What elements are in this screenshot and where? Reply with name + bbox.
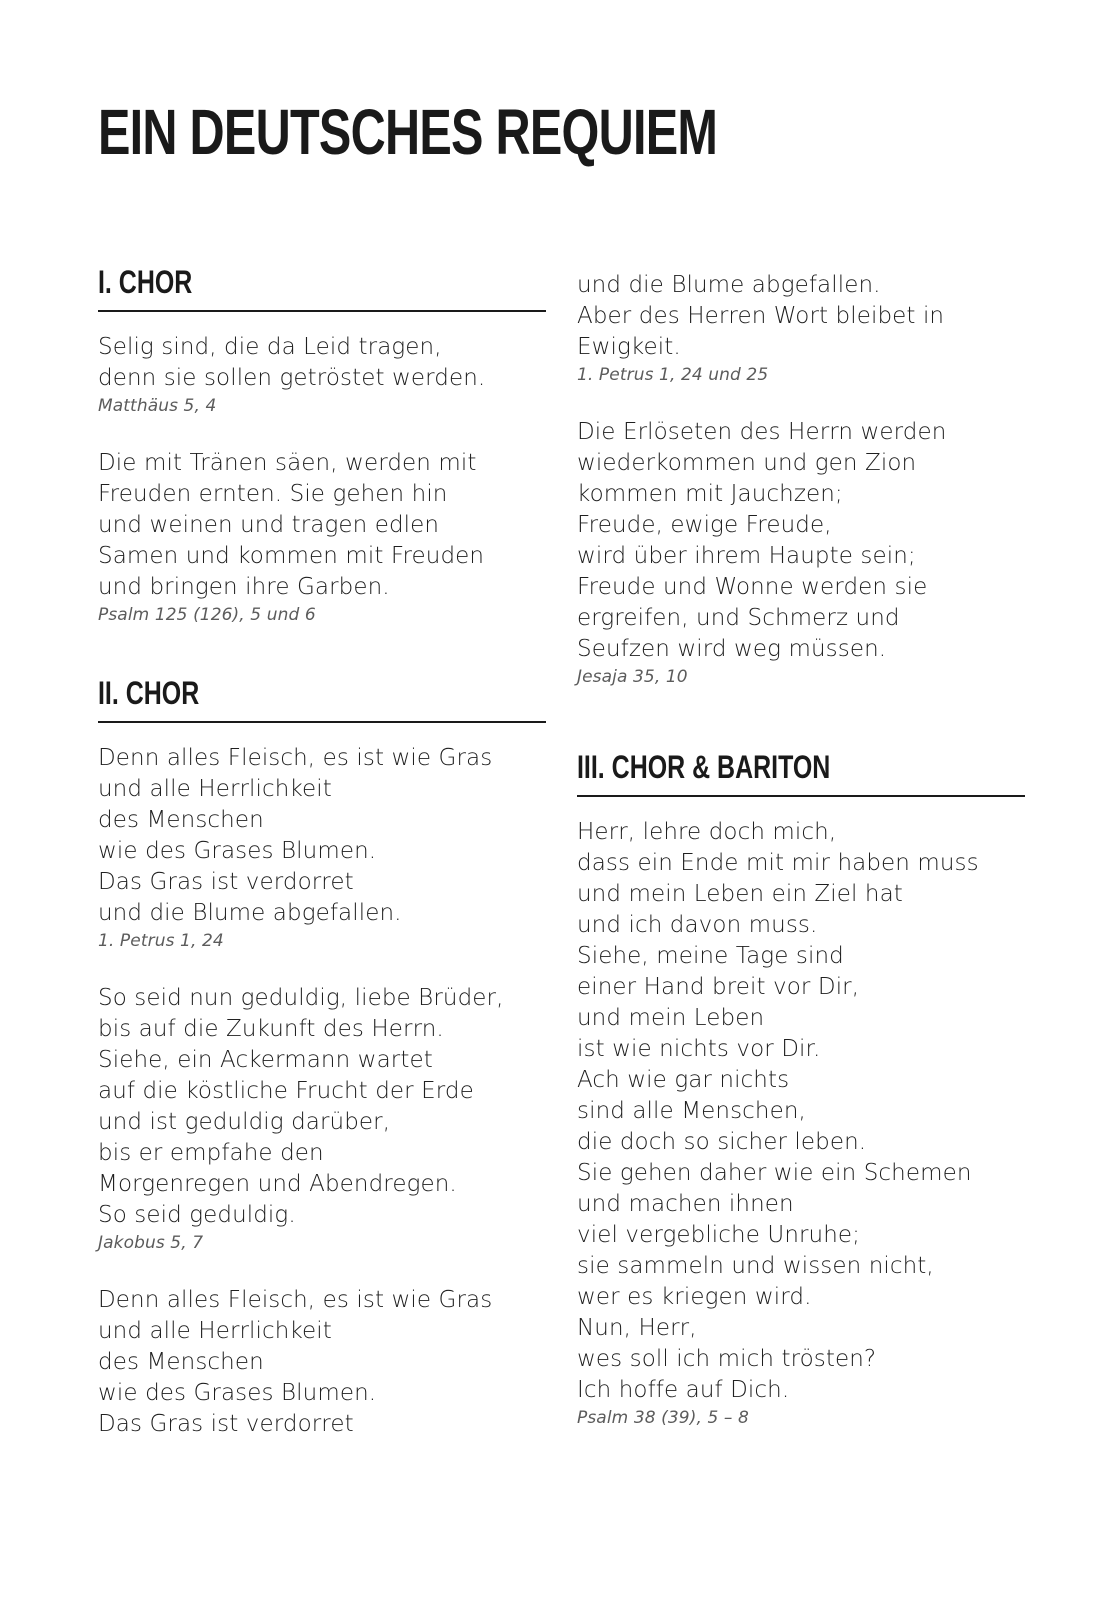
text-line: bis auf die Zukunft des Herrn. <box>98 1016 444 1042</box>
text-line: bis er empfahe den <box>98 1140 324 1166</box>
text-line: und bringen ihre Garben. <box>98 574 390 600</box>
text-line: Freuden ernten. Sie gehen hin <box>98 481 448 507</box>
text-line: Denn alles Fleisch, es ist wie Gras <box>98 1287 493 1313</box>
text-line: Samen und kommen mit Freuden <box>98 543 485 569</box>
text-line: des Menschen <box>98 1349 264 1375</box>
text-line: Ewigkeit. <box>577 334 681 360</box>
text-line: und die Blume abgefallen. <box>577 272 881 298</box>
text-line: und ist geduldig darüber, <box>98 1109 391 1135</box>
right-column <box>577 270 1025 1430</box>
text-line: viel vergebliche Unruhe; <box>577 1222 861 1248</box>
scripture-reference: Psalm 38 (39), 5 – 8 <box>577 1408 749 1428</box>
text-line: wiederkommen und gen Zion <box>577 450 917 476</box>
text-line: und alle Herrlichkeit <box>98 1318 332 1344</box>
text-line: Aber des Herren Wort bleibet in <box>577 303 945 329</box>
text-line: Selig sind, die da Leid tragen, <box>98 334 442 360</box>
text-line: Siehe, ein Ackermann wartet <box>98 1047 433 1073</box>
text-line: wird über ihrem Haupte sein; <box>577 543 916 569</box>
text-line: Denn alles Fleisch, es ist wie Gras <box>98 745 493 771</box>
text-line: kommen mit Jauchzen; <box>577 481 843 507</box>
left-column <box>98 258 546 1440</box>
scripture-reference: Psalm 125 (126), 5 und 6 <box>98 605 316 625</box>
passage-petrus <box>98 743 546 953</box>
text-line: und machen ihnen <box>577 1191 794 1217</box>
text-line: und mein Leben ein Ziel hat <box>577 881 903 907</box>
scripture-reference: Matthäus 5, 4 <box>98 396 217 416</box>
text-line: Das Gras ist verdorret <box>98 1411 354 1437</box>
text-line: wes soll ich mich trösten? <box>577 1346 877 1372</box>
text-line: sie sammeln und wissen nicht, <box>577 1253 934 1279</box>
scripture-reference: 1. Petrus 1, 24 <box>98 931 224 951</box>
text-line: Ich hoffe auf Dich. <box>577 1377 790 1403</box>
text-line: Die Erlöseten des Herrn werden <box>577 419 947 445</box>
text-line: Die mit Tränen säen, werden mit <box>98 450 477 476</box>
text-line: So seid geduldig. <box>98 1202 296 1228</box>
text-line: ergreifen, und Schmerz und <box>577 605 900 631</box>
passage-psalm-39 <box>577 817 1025 1430</box>
text-line: denn sie sollen getröstet werden. <box>98 365 486 391</box>
passage-fleisch-repeat <box>98 1285 546 1440</box>
text-line: wie des Grases Blumen. <box>98 1380 377 1406</box>
text-line: Freude und Wonne werden sie <box>577 574 928 600</box>
page-title: EIN DEUTSCHES REQUIEM <box>98 96 718 168</box>
text-line: die doch so sicher leben. <box>577 1129 867 1155</box>
text-line: wer es kriegen wird. <box>577 1284 812 1310</box>
passage-psalm-126 <box>98 448 546 627</box>
text-line: Das Gras ist verdorret <box>98 869 354 895</box>
scripture-reference: 1. Petrus 1, 24 und 25 <box>577 365 769 385</box>
text-line: Morgenregen und Abendregen. <box>98 1171 457 1197</box>
section-heading-i-chor <box>98 258 546 312</box>
text-line: sind alle Menschen, <box>577 1098 806 1124</box>
text-line: des Menschen <box>98 807 264 833</box>
section-heading-text: III. CHOR & BARITON <box>577 749 831 785</box>
text-line: Sie gehen daher wie ein Schemen <box>577 1160 972 1186</box>
section-heading-ii-chor <box>98 669 546 723</box>
section-heading-iii-chor-bariton <box>577 743 1025 797</box>
passage-jesaja <box>577 417 1025 689</box>
text-line: und alle Herrlichkeit <box>98 776 332 802</box>
scripture-reference: Jakobus 5, 7 <box>98 1233 204 1253</box>
text-line: Herr, lehre doch mich, <box>577 819 837 845</box>
text-line: Seufzen wird weg müssen. <box>577 636 887 662</box>
text-line: dass ein Ende mit mir haben muss <box>577 850 979 876</box>
passage-jakobus <box>98 983 546 1255</box>
text-line: und ich davon muss. <box>577 912 818 938</box>
text-line: auf die köstliche Frucht der Erde <box>98 1078 474 1104</box>
text-line: Freude, ewige Freude, <box>577 512 832 538</box>
passage-petrus-continuation <box>577 270 1025 387</box>
text-line: und weinen und tragen edlen <box>98 512 440 538</box>
text-line: und die Blume abgefallen. <box>98 900 402 926</box>
text-line: ist wie nichts vor Dir. <box>577 1036 821 1062</box>
section-heading-text: II. CHOR <box>98 675 200 711</box>
text-line: einer Hand breit vor Dir, <box>577 974 860 1000</box>
scripture-reference: Jesaja 35, 10 <box>577 667 688 687</box>
text-line: So seid nun geduldig, liebe Brüder, <box>98 985 504 1011</box>
text-line: und mein Leben <box>577 1005 765 1031</box>
passage-matthaeus <box>98 332 546 418</box>
text-line: Nun, Herr, <box>577 1315 697 1341</box>
text-line: Ach wie gar nichts <box>577 1067 790 1093</box>
text-line: Siehe, meine Tage sind <box>577 943 844 969</box>
section-heading-text: I. CHOR <box>98 264 193 300</box>
text-line: wie des Grases Blumen. <box>98 838 377 864</box>
